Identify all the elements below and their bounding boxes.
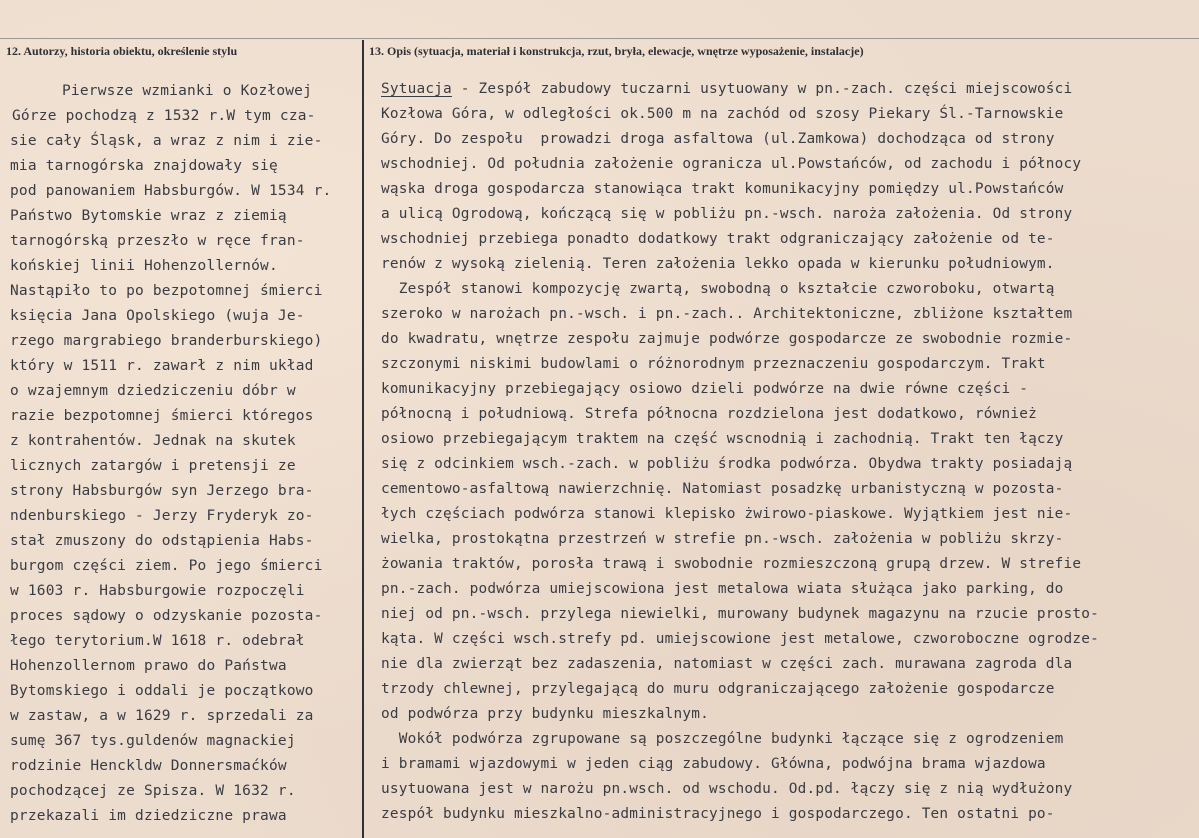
line-text: cementowo-asfaltową nawierzchnię. Natomiast posadzkę urbanistyczną w pozosta- [381, 481, 1064, 497]
right-text-line [381, 380, 1028, 398]
left-text-line: w zastaw, a w 1629 r. sprzedali za [10, 708, 314, 724]
left-text-line: sie cały Śląsk, a wraz z nim i zie- [10, 133, 323, 149]
right-text-line [381, 280, 1055, 298]
left-text-line: licznych zatargów i pretensji ze [10, 458, 296, 474]
line-text: się z odcinkiem wsch.-zach. w pobliżu środka podwórza. Obydwa trakty posiadają [381, 456, 1073, 472]
left-text-line: Nastąpiło to po bezpotomnej śmierci [10, 283, 323, 299]
line-text: wąska droga gospodarcza stanowiąca trakt komunikacyjny pomiędzy ul.Powstańców [381, 181, 1064, 197]
left-text-line: proces sądowy o odzyskanie pozosta- [10, 608, 323, 624]
underlined-term: Sytuacja [381, 81, 452, 97]
right-text-line [381, 555, 1081, 573]
right-text-line [381, 80, 1072, 98]
right-text-line [381, 755, 1046, 773]
line-text: Góry. Do zespołu prowadzi droga asfaltowa (ul.Zamkowa) dochodząca od strony [381, 131, 1055, 147]
line-text: osiowo przebiegającym traktem na część wscnodnią i zachodnią. Trakt ten łączy [381, 431, 1064, 447]
right-text-line [381, 430, 1064, 448]
right-text-line [381, 180, 1064, 198]
right-text-line [381, 205, 1072, 223]
left-text-line: Państwo Bytomskie wraz z ziemią [10, 208, 287, 224]
line-text: wschodniej. Od południa założenie ogranicza ul.Powstańców, od zachodu i północy [381, 156, 1082, 172]
right-text-line [381, 630, 1099, 648]
right-text-line [381, 305, 1072, 323]
line-text: komunikacyjny przebiegający osiowo dzieli podwórze na dwie równe części - [381, 381, 1029, 397]
left-text-line: sumę 367 tys.guldenów magnackiej [10, 733, 296, 749]
right-text-line [381, 780, 1072, 798]
left-text-line: mia tarnogórska znajdowały się [10, 158, 278, 174]
line-text: trzody chlewnej, przylegającą do muru odgraniczającego założenie gospodarcze [381, 681, 1055, 697]
right-text-line [381, 680, 1055, 698]
left-text-line: razie bezpotomnej śmierci któregos [10, 408, 314, 424]
line-text: szeroko w narożach pn.-wsch. i pn.-zach.. Architektoniczne, zbliżone kształtem [381, 306, 1073, 322]
left-text-line: przekazali im dziedziczne prawa [10, 808, 287, 824]
right-text-line [381, 255, 1055, 273]
right-text-line [381, 605, 1099, 623]
line-text: pn.-zach. podwórza umiejscowiona jest metalowa wiata służąca jako parking, do [381, 581, 1064, 597]
line-text: kąta. W części wsch.strefy pd. umiejscowione jest metalowe, czworoboczne ogrodze- [381, 631, 1099, 647]
right-text-line [381, 105, 1064, 123]
line-text: wielka, prostokątna przestrzeń w strefie pn.-wsch. założenia w pobliżu skrzy- [381, 531, 1064, 547]
right-text-line [381, 130, 1055, 148]
left-text-line: rodzinie Henckldw Donnersmaćków [10, 758, 287, 774]
left-text-line: burgom części ziem. Po jego śmierci [10, 558, 323, 574]
left-text-line: Hohenzollernom prawo do Państwa [10, 658, 287, 674]
left-column-heading: 12. Autorzy, historia obiektu, określenie stylu [6, 44, 238, 58]
left-text-line: Bytomskiego i oddali je początkowo [10, 683, 314, 699]
line-text: Zespół zabudowy tuczarni usytuowany w pn.-zach. części miejscowości [478, 81, 1073, 97]
left-text-line: stał zmuszony do odstąpienia Habs- [10, 533, 314, 549]
right-text-line [381, 330, 1072, 348]
description-text-column [365, 0, 1199, 838]
left-text-line: który w 1511 r. zawarł z nim układ [10, 358, 314, 374]
right-text-line [381, 455, 1072, 473]
line-text: wschodniej przebiega ponadto dodatkowy trakt odgraniczający założenie od te- [381, 231, 1055, 247]
left-text-line: pod panowaniem Habsburgów. W 1534 r. [10, 183, 332, 199]
left-text-line: Pierwsze wzmianki o Kozłowej [62, 83, 313, 99]
right-text-line [381, 405, 1037, 423]
right-text-line [381, 805, 1055, 823]
right-text-line [381, 705, 709, 723]
line-text: niej od pn.-wsch. przylega niewielki, murowany budynek magazynu na rzucie prosto- [381, 606, 1099, 622]
line-text: renów z wysoką zielenią. Teren założenia lekko opada w kierunku południowym. [381, 256, 1055, 272]
line-text: od podwórza przy budynku mieszkalnym. [381, 706, 709, 722]
left-text-line: łego terytorium.W 1618 r. odebrał [10, 633, 305, 649]
left-text-line: Górze pochodzą z 1532 r.W tym cza- [12, 108, 316, 124]
right-text-line [381, 355, 1046, 373]
line-text: nie dla zwierząt bez zadaszenia, natomiast w części zach. murawana zagroda dla [381, 656, 1073, 672]
line-text: do kwadratu, wnętrze zespołu zajmuje podwórze gospodarcze ze swobodnie rozmie- [381, 331, 1073, 347]
line-text: północną i południową. Strefa północna rozdzielona jest dodatkowo, również [381, 406, 1037, 422]
line-text: a ulicą Ogrodową, kończącą się w pobliżu pn.-wsch. naroża założenia. Od strony [381, 206, 1073, 222]
right-text-line [381, 505, 1072, 523]
line-text: Kozłowa Góra, w odległości ok.500 m na zachód od szosy Piekary Śl.-Tarnowskie [381, 106, 1064, 122]
right-text-line [381, 480, 1064, 498]
right-text-line [381, 730, 1064, 748]
left-text-line: końskiej linii Hohenzollernów. [10, 258, 278, 274]
left-text-line: w 1603 r. Habsburgowie rozpoczęli [10, 583, 305, 599]
left-text-line: o wzajemnym dziedziczeniu dóbr w [10, 383, 296, 399]
right-column-heading: 13. Opis (sytuacja, materiał i konstrukcja, rzut, bryła, elewacje, wnętrze wyposażenie, instalacje) [369, 44, 864, 58]
line-text: i bramami wjazdowymi w jeden ciąg zabudowy. Główna, podwójna brama wjazdowa [381, 756, 1046, 772]
line-text: Wokół podwórza zgrupowane są poszczególne budynki łączące się z ogrodzeniem [381, 731, 1064, 747]
line-text: szczonymi niskimi budowlami o różnorodnym przeznaczeniu gospodarczym. Trakt [381, 356, 1046, 372]
left-text-line: pochodzącej ze Spisza. W 1632 r. [10, 783, 296, 799]
line-text: usytuowana jest w narożu pn.wsch. od wschodu. Od.pd. łączy się z nią wydłużony [381, 781, 1073, 797]
left-text-line: rzego margrabiego branderburskiego) [10, 333, 323, 349]
section-lead: Sytuacja - [381, 81, 479, 97]
right-text-line [381, 155, 1081, 173]
left-text-line: ndenburskiego - Jerzy Fryderyk zo- [10, 508, 314, 524]
line-text: żowania traktów, porosła trawą i swobodnie rozmieszczoną grupą drzew. W strefie [381, 556, 1082, 572]
history-text-column [0, 0, 362, 838]
column-divider [362, 40, 364, 838]
right-text-line [381, 230, 1055, 248]
line-text: łych częściach podwórza stanowi klepisko żwirowo-piaskowe. Wyjątkiem jest nie- [381, 506, 1073, 522]
left-text-line: księcia Jana Opolskiego (wuja Je- [10, 308, 305, 324]
line-text: zespół budynku mieszkalno-administracyjnego i gospodarczego. Ten ostatni po- [381, 806, 1055, 822]
left-text-line: tarnogórską przeszło w ręce fran- [10, 233, 305, 249]
right-text-line [381, 580, 1064, 598]
left-text-line: z kontrahentów. Jednak na skutek [10, 433, 296, 449]
right-text-line [381, 530, 1064, 548]
line-text: Zespół stanowi kompozycję zwartą, swobodną o kształcie czworoboku, otwartą [381, 281, 1055, 297]
right-text-line [381, 655, 1072, 673]
left-text-line: strony Habsburgów syn Jerzego bra- [10, 483, 314, 499]
